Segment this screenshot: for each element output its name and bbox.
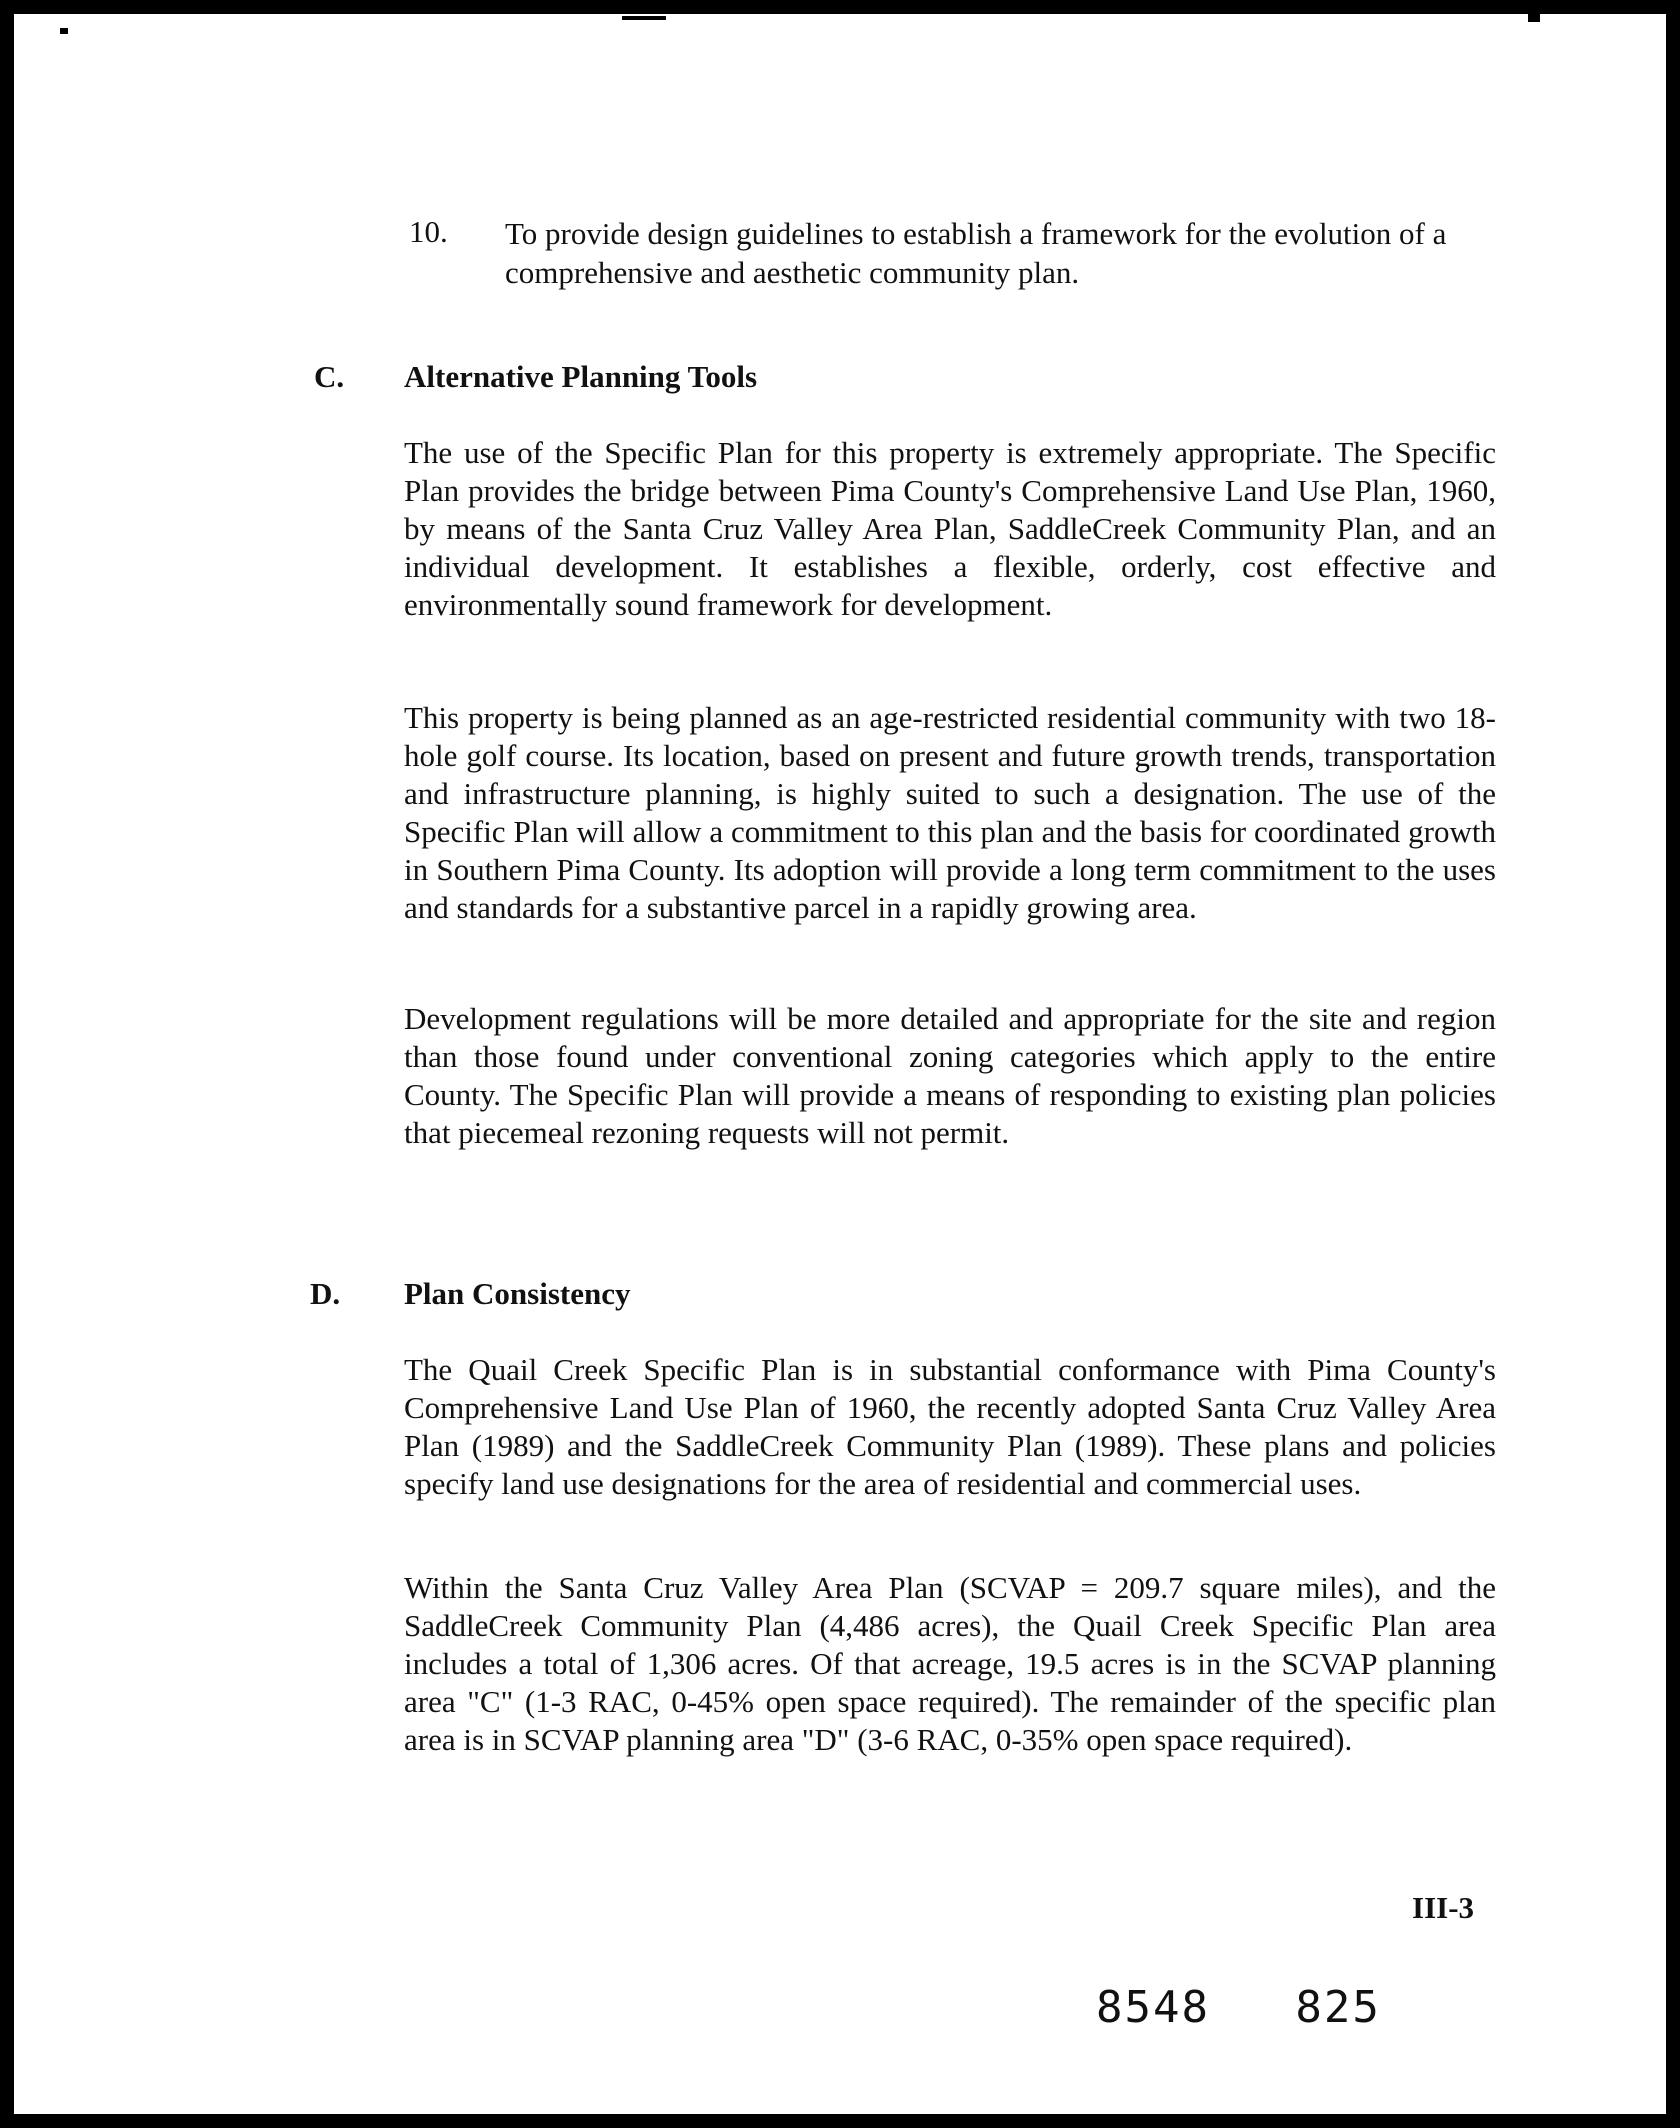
scan-mark: [1528, 14, 1540, 22]
section-c-paragraph-3: Development regulations will be more detailed and appropriate for the site and region than those found under conventional zoning categories which apply to the entire County. The Specific Plan will provide a means of responding to existing plan policies that piecemeal rezoning requests will not permit.: [404, 1001, 1496, 1150]
scan-mark: [622, 16, 666, 20]
list-item-text: To provide design guidelines to establish a framework for the evolution of a comprehensive and aesthetic community plan.: [505, 216, 1447, 290]
page-number: III-3: [1412, 1890, 1475, 1925]
list-item-number: 10.: [409, 214, 448, 249]
document-page: [14, 14, 1666, 2114]
section-d-letter: D.: [310, 1276, 341, 1311]
section-d-heading: Plan Consistency: [404, 1276, 631, 1311]
section-d-paragraph-2: Within the Santa Cruz Valley Area Plan (SCVAP = 209.7 square miles), and the SaddleCreek Community Plan (4,486 acres), the Quail Creek Specific Plan area includes a total of 1,306 acres. Of that acreage, 19.5 acres is in the SCVAP planning area "C" (1-3 RAC, 0-45% open space required). The remainder of the specific plan area is in SCVAP planning area "D" (3-6 RAC, 0-35% open space required).: [404, 1570, 1496, 1757]
section-c-paragraph-1: The use of the Specific Plan for this property is extremely appropriate. The Specific Plan provides the bridge between Pima County's Comprehensive Land Use Plan, 1960, by means of the Santa Cruz Valley Area Plan, SaddleCreek Community Plan, and an individual development. It establishes a flexible, orderly, cost effective and environmentally sound framework for development.: [404, 435, 1496, 622]
section-c-heading: Alternative Planning Tools: [404, 359, 758, 394]
scan-mark: [60, 28, 68, 34]
section-c-letter: C.: [314, 359, 345, 394]
section-c-paragraph-2: This property is being planned as an age-restricted residential community with two 18-hole golf course. Its location, based on present and future growth trends, transportation and infrastructure planning, is highly suited to such a designation. The use of the Specific Plan will allow a commitment to this plan and the basis for coordinated growth in Southern Pima County. Its adoption will provide a long term commitment to the uses and standards for a substantive parcel in a rapidly growing area.: [404, 700, 1496, 925]
document-id: 8548 825: [1096, 1982, 1381, 2033]
section-d-paragraph-1: The Quail Creek Specific Plan is in substantial conformance with Pima County's Comprehensive Land Use Plan of 1960, the recently adopted Santa Cruz Valley Area Plan (1989) and the SaddleCreek Community Plan (1989). These plans and policies specify land use designations for the area of residential and commercial uses.: [404, 1352, 1496, 1501]
